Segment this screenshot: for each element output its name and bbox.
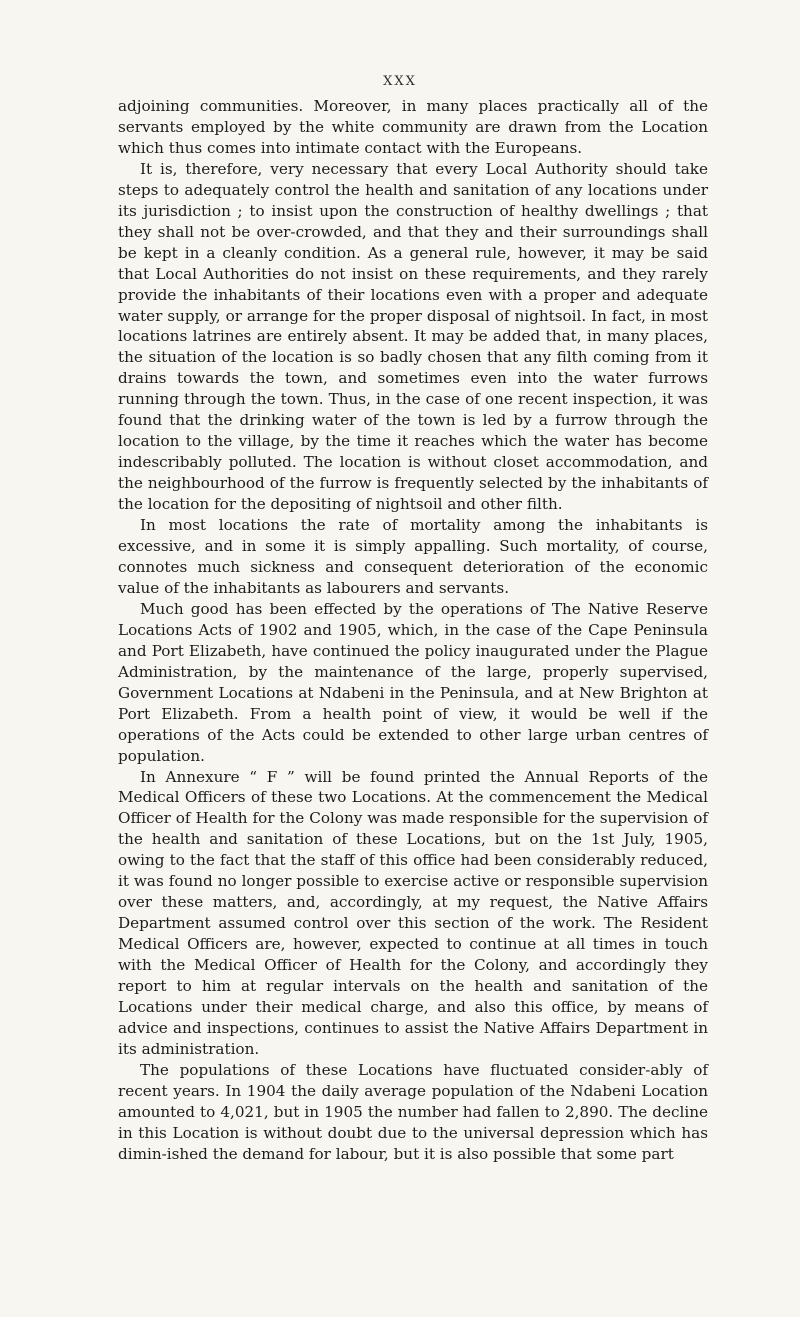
body-text	[118, 96, 708, 1165]
paragraph-native-reserve-acts: Much good has been effected by the operations of The Native Reserve Locations Acts of 1902 and 1905, which, in the case of the Cape Peninsula and Port Elizabeth, have continued the policy inaugurated under the Plague Administration, by the maintenance of the large, properly supervised, Government Locations at Ndabeni in the Peninsula, and at New Brighton at Port Elizabeth. From a health point of view, it would be well if the operations of the Acts could be extended to other large urban centres of population.	[118, 599, 708, 765]
page-number: XXX	[383, 74, 417, 89]
paragraph-local-authority: It is, therefore, very necessary that every Local Authority should take steps to adequately control the health and sanitation of any locations under its jurisdiction ; to insist upon the construction of healthy dwellings ; that they shall not be over-crowded, and that they and their surroundings shall be kept in a cleanly condition. As a general rule, however, it may be said that Local Authorities do not insist on these requirements, and they rarely provide the inhabitants of their locations even with a proper and adequate water supply, or arrange for the proper disposal of nightsoil. In fact, in most locations latrines are entirely absent. It may be added that, in many places, the situation of the location is so badly chosen that any filth coming from it drains towards the town, and sometimes even into the water furrows running through the town. Thus, in the case of one recent inspection, it was found that the drinking water of the town is led by a furrow through the location to the village, by the time it reaches which the water has become indescribably polluted. The location is without closet accommodation, and the neighbourhood of the furrow is frequently selected by the inhabitants of the location for the depositing of nightsoil and other filth.	[118, 159, 708, 514]
paragraph-annexure-f: In Annexure “ F ” will be found printed the Annual Reports of the Medical Officers of these two Locations. At the commencement the Medical Officer of Health for the Colony was made responsible for the supervision of the health and sanitation of these Locations, but on the 1st July, 1905, owing to the fact that the staff of this office had been considerably reduced, it was found no longer possible to exercise active or responsible supervision over these matters, and, accordingly, at my request, the Native Affairs Department assumed control over this section of the work. The Resident Medical Officers are, however, expected to continue at all times in touch with the Medical Officer of Health for the Colony, and accordingly they report to him at regular intervals on the health and sanitation of the Locations under their medical charge, and also this office, by means of advice and inspections, continues to assist the Native Affairs Department in its administration.	[118, 767, 708, 1058]
paragraph-mortality: In most locations the rate of mortality among the inhabitants is excessive, and in some it is simply appalling. Such mortality, of course, connotes much sickness and consequent deterioration of the economic value of the inhabitants as labourers and servants.	[118, 516, 708, 597]
paragraph-continuation: adjoining communities. Moreover, in many places practically all of the servants employed by the white community are drawn from the Location which thus comes into intimate contact with the Europeans.	[118, 97, 708, 157]
paragraph-populations: The populations of these Locations have fluctuated consider-ably of recent years. In 1904 the daily average population of the Ndabeni Location amounted to 4,021, but in 1905 the number had fallen to 2,890. The decline in this Location is without doubt due to the universal depression which has dimin-ished the demand for labour, but it is also possible that some part	[118, 1060, 708, 1163]
